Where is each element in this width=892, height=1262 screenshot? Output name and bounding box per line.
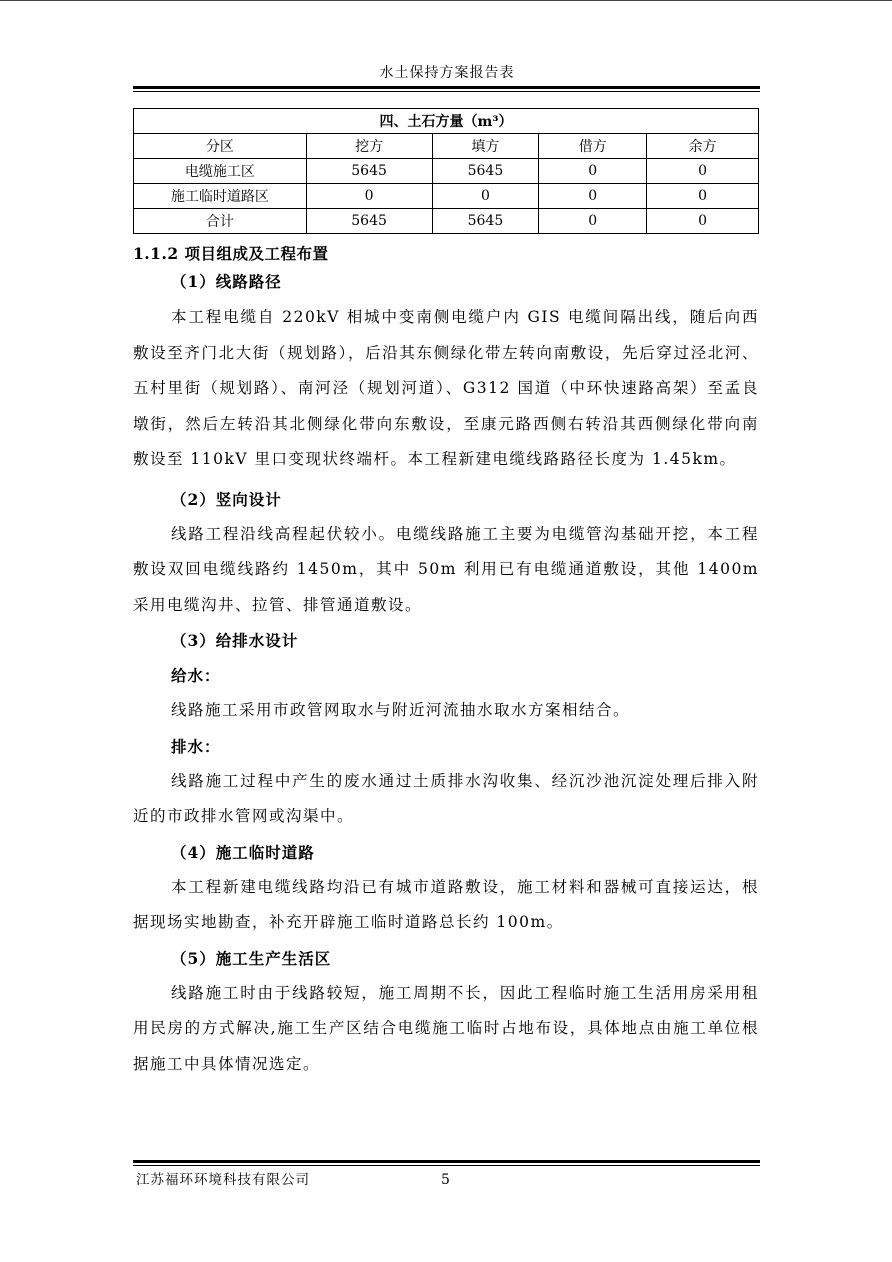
paragraph-drainage: 线路施工过程中产生的废水通过土质排水沟收集、经沉沙池沉淀处理后排入附近的市政排水管网或沟渠中。 [133, 771, 759, 825]
earthwork-table [133, 108, 759, 234]
column-header: 余方 [647, 134, 759, 159]
table-cell: 5645 [306, 209, 432, 234]
paragraph-temporary-road: 本工程新建电缆线路均沿已有城市道路敷设，施工材料和器械可直接运达，根据现场实地勘查，补充开辟施工临时道路总长约 100m。 [133, 877, 759, 931]
section-heading: 1.1.2 项目组成及工程布置 [133, 244, 329, 263]
document-body [133, 240, 759, 1082]
table-cell: 0 [647, 209, 759, 234]
table-row [134, 159, 759, 184]
water-supply-label: 给水： [171, 666, 221, 685]
subsection-title-water: （3）给排水设计 [171, 631, 299, 650]
drainage-label: 排水： [171, 736, 221, 756]
header-rule-thick [133, 86, 760, 89]
column-header: 填方 [432, 134, 539, 159]
footer-rule-thin [133, 1165, 760, 1166]
paragraph-route: 本工程电缆自 220kV 相城中变南侧电缆户内 GIS 电缆间隔出线，随后向西敷设至齐门北大街（规划路），后沿其东侧绿化带左转向南敷设，先后穿过泾北河、五村里街（规划路）、南河泾（规划河道）、G312 国道（中环快速路高架）至孟良墩街，然后左转沿其北侧绿化带向东敷设，至康元路西侧右转沿其西侧绿化带向南敷设至 110kV 里口变现状终端杆。本工程新建电缆线路路径长度为 1.45km。 [133, 308, 759, 468]
table-cell: 0 [647, 159, 759, 184]
table-cell: 0 [306, 184, 432, 209]
table-header-row [134, 134, 759, 159]
footer-rule-thick [133, 1160, 760, 1163]
table-cell: 合计 [134, 209, 307, 234]
table-cell: 电缆施工区 [134, 159, 307, 184]
column-header: 分区 [134, 134, 307, 159]
table-cell: 施工临时道路区 [134, 184, 307, 209]
table-row [134, 209, 759, 234]
table-cell: 0 [539, 184, 647, 209]
column-header: 挖方 [306, 134, 432, 159]
subsection-title-living-area: （5）施工生产生活区 [171, 948, 332, 968]
table-cell: 5645 [432, 209, 539, 234]
subsection-title-temporary-road: （4）施工临时道路 [171, 842, 315, 862]
header-rule-thin [133, 91, 760, 92]
table-cell: 5645 [432, 159, 539, 184]
subsection-title-route: （1）线路路径 [171, 272, 282, 291]
table-cell: 0 [539, 209, 647, 234]
paragraph-vertical-design: 线路工程沿线高程起伏较小。电缆线路施工主要为电缆管沟基础开挖，本工程敷设双回电缆线路约 1450m，其中 50m 利用已有电缆通道敷设，其他 1400m 采用电缆沟井、拉管、排管通道敷设。 [133, 524, 759, 614]
paragraph-living-area: 线路施工时由于线路较短，施工周期不长，因此工程临时施工生活用房采用租用民房的方式解决,施工生产区结合电缆施工临时占地布设，具体地点由施工单位根据施工中具体情况选定。 [133, 983, 759, 1073]
page-top-edge [0, 0, 892, 1]
subsection-title-vertical-design: （2）竖向设计 [171, 489, 282, 509]
table-cell: 0 [432, 184, 539, 209]
table-cell: 5645 [306, 159, 432, 184]
table-cell: 0 [539, 159, 647, 184]
table-row [134, 184, 759, 209]
column-header: 借方 [539, 134, 647, 159]
page-number: 5 [441, 1172, 450, 1188]
earthwork-table-caption: 四、土石方量（m³） [134, 109, 759, 134]
table-cell: 0 [647, 184, 759, 209]
page-header-title: 水土保持方案报告表 [379, 65, 515, 81]
paragraph-water-supply: 线路施工采用市政管网取水与附近河流抽水取水方案相结合。 [171, 701, 631, 719]
footer-company: 江苏福环环境科技有限公司 [136, 1172, 310, 1188]
